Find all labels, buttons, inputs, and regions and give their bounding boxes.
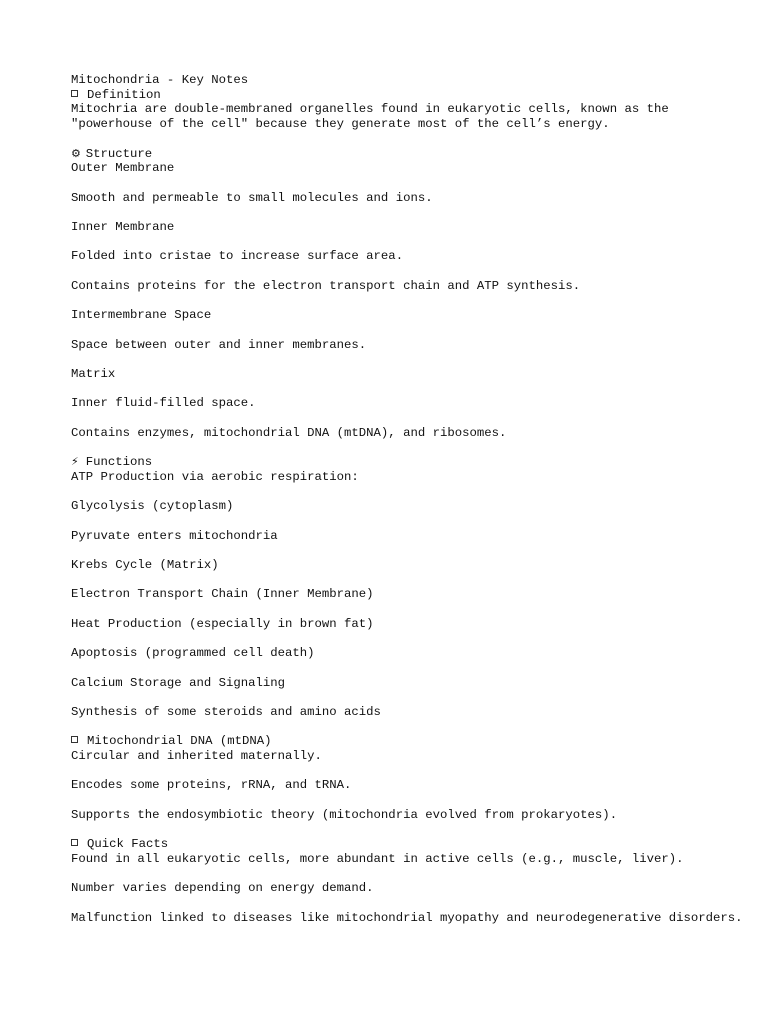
structure-item: Smooth and permeable to small molecules and ions. — [71, 190, 433, 205]
functions-item: Glycolysis (cytoplasm) — [71, 499, 234, 514]
definition-text: Mitochria are double-membraned organelles found in eukaryotic cells, known as the "powerhouse of the cell" because they generate most of the cell’s energy. — [71, 102, 677, 132]
structure-item: Contains enzymes, mitochondrial DNA (mtDNA), and ribosomes. — [71, 425, 507, 440]
box-icon — [71, 90, 78, 97]
functions-item: Krebs Cycle (Matrix) — [71, 557, 219, 572]
functions-item: Apoptosis (programmed cell death) — [71, 646, 315, 661]
structure-heading — [71, 147, 751, 162]
structure-item: Matrix — [71, 366, 116, 381]
structure-item: Folded into cristae to increase surface area. — [71, 249, 404, 264]
structure-item: Outer Membrane — [71, 161, 175, 176]
functions-item: Electron Transport Chain (Inner Membrane) — [71, 587, 374, 602]
mtdna-item: Circular and inherited maternally. — [71, 749, 322, 764]
quick-facts-heading-label: Quick Facts — [87, 837, 169, 852]
quick-facts-item: Malfunction linked to diseases like mitochondrial myopathy and neurodegenerative disorders. — [71, 910, 743, 925]
quick-facts-item: Number varies depending on energy demand. — [71, 881, 374, 896]
structure-heading-label: Structure — [85, 146, 153, 161]
structure-item: Contains proteins for the electron transport chain and ATP synthesis. — [71, 278, 581, 293]
mtdna-item: Encodes some proteins, rRNA, and tRNA. — [71, 778, 352, 793]
mtdna-heading — [71, 734, 751, 749]
box-icon — [71, 839, 78, 846]
quick-facts-item: Found in all eukaryotic cells, more abundant in active cells (e.g., muscle, liver). — [71, 851, 684, 866]
definition-heading — [71, 88, 751, 103]
document-title: Mitochondria - Key Notes — [71, 73, 249, 87]
functions-item: ATP Production via aerobic respiration: — [71, 469, 359, 484]
structure-item: Inner fluid-filled space. — [71, 396, 256, 411]
structure-item: Inner Membrane — [71, 219, 175, 234]
mtdna-item: Supports the endosymbiotic theory (mitochondria evolved from prokaryotes). — [71, 807, 618, 822]
functions-item: Synthesis of some steroids and amino acids — [71, 704, 381, 719]
functions-item: Calcium Storage and Signaling — [71, 675, 286, 690]
functions-item: Pyruvate enters mitochondria — [71, 528, 278, 543]
lightning-icon: ⚡ — [71, 455, 79, 469]
quick-facts-heading — [71, 837, 751, 852]
document-page — [71, 73, 751, 925]
functions-heading — [71, 455, 751, 470]
box-icon — [71, 736, 78, 743]
functions-item: Heat Production (especially in brown fat) — [71, 616, 374, 631]
gear-icon: ⚙ — [71, 146, 81, 160]
mtdna-heading-label: Mitochondrial DNA (mtDNA) — [87, 734, 272, 749]
structure-item: Space between outer and inner membranes. — [71, 337, 367, 352]
structure-item: Intermembrane Space — [71, 308, 212, 323]
functions-heading-label: Functions — [85, 455, 153, 470]
definition-heading-label: Definition — [87, 87, 161, 102]
